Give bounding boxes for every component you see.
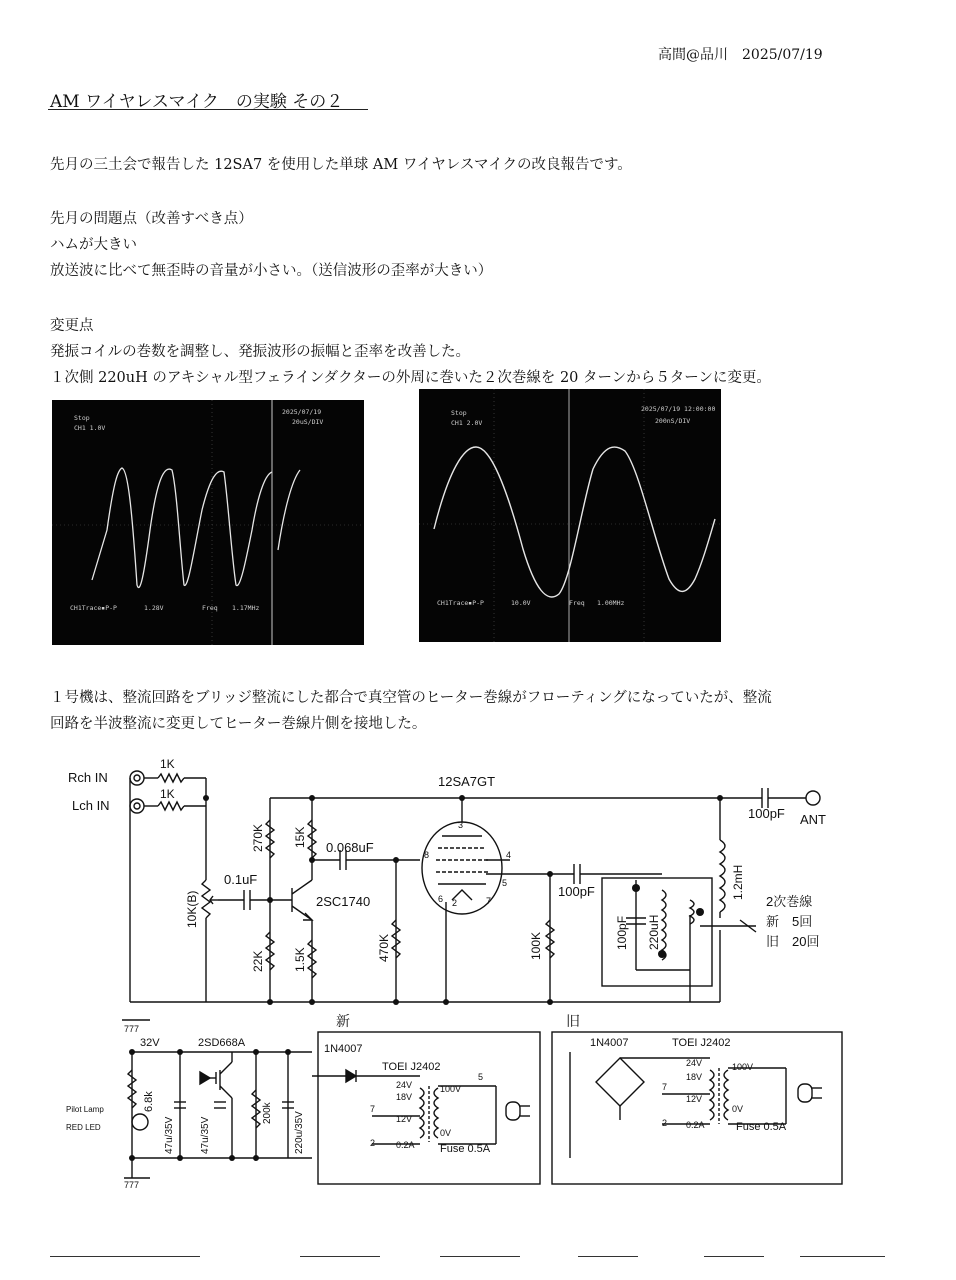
unit1-paragraph-line: １号機は、整流回路をブリッジ整流にした都合で真空管のヒーター巻線がフローティングになっていたが、整流 <box>50 690 772 706</box>
label-coil-title: 2次巻線 <box>766 894 813 909</box>
problems-heading: 先月の問題点（改善すべき点） <box>50 211 253 227</box>
label-r1k: 1K <box>160 757 175 771</box>
intro-paragraph: 先月の三土会で報告した 12SA7 を使用した単球 AM ワイヤレスマイクの改良報告です。 <box>50 157 632 173</box>
scope-status: Stop <box>451 409 467 417</box>
label-diode-old: 1N4007 <box>590 1037 629 1049</box>
label-c220: 220u/35V <box>294 1111 305 1154</box>
label-32v: 32V <box>140 1037 160 1049</box>
author-date: 高間@品川 2025/07/19 <box>658 47 823 63</box>
label-cap-100pf: 100pF <box>558 884 595 899</box>
label-pin: 7 <box>662 1082 668 1092</box>
footer-line <box>704 1256 764 1257</box>
label-fuse-old: Fuse 0.5A <box>736 1121 787 1133</box>
oscilloscope-screenshot-old <box>52 400 364 645</box>
changes-heading: 変更点 <box>50 318 94 334</box>
scope-timebase: 200nS/DIV <box>655 417 691 425</box>
change-item: 発振コイルの巻数を調整し、発振波形の振幅と歪率を改善した。 <box>50 344 471 360</box>
label-pin: 8 <box>424 850 430 860</box>
label-fuse-new: Fuse 0.5A <box>440 1143 491 1155</box>
label-tap: 24V <box>686 1058 703 1068</box>
label-diode-new: 1N4007 <box>324 1043 363 1055</box>
label-r100k: 100K <box>529 931 543 960</box>
label-tap: 0V <box>440 1128 452 1138</box>
label-cap-ant: 100pF <box>748 806 785 821</box>
label-cap-0068: 0.068uF <box>326 840 374 855</box>
label-pin: 2 <box>370 1138 376 1148</box>
footer-line <box>800 1256 885 1257</box>
label-lch-in: Lch IN <box>72 798 110 813</box>
label-tap: 12V <box>686 1094 703 1104</box>
label-tf-old: TOEI J2402 <box>672 1037 731 1049</box>
oscilloscope-screenshot-new <box>419 389 721 642</box>
label-old: 旧 <box>566 1013 580 1029</box>
label-r15k: 15K <box>293 826 307 848</box>
label-ground: 777 <box>124 1024 140 1034</box>
problem-item: 放送波に比べて無歪時の音量が小さい。（送信波形の歪率が大きい） <box>50 263 493 279</box>
label-pin: 5 <box>478 1072 484 1082</box>
scope-channel: CH1 2.0V <box>451 419 483 427</box>
label-pin: 4 <box>506 850 512 860</box>
title-underline <box>48 109 368 110</box>
label-pin: 5 <box>502 878 508 888</box>
label-rch-in: Rch IN <box>68 770 108 785</box>
scope-status: Stop <box>74 414 90 422</box>
circuit-schematic <box>0 740 956 1250</box>
label-2sd668a: 2SD668A <box>198 1037 246 1049</box>
scope-freq-value: 1.17MHz <box>232 604 260 612</box>
label-r68k: 6.8k <box>143 1091 155 1112</box>
label-coil-old: 旧 20回 <box>766 934 820 949</box>
scope-channel: CH1 1.0V <box>74 424 106 432</box>
label-tube: 12SA7GT <box>438 774 496 789</box>
label-r200k: 200k <box>262 1102 273 1124</box>
label-coil-new: 新 5回 <box>766 914 813 929</box>
label-r270k: 270K <box>251 823 265 852</box>
scope-measure-value: 10.0V <box>511 599 531 607</box>
label-tap: 0V <box>732 1104 744 1114</box>
label-cap-100pf-tank: 100pF <box>615 915 629 950</box>
footer-line <box>440 1256 520 1257</box>
label-pin: 2 <box>452 898 458 908</box>
label-pilot-lamp: Pilot Lamp <box>66 1105 104 1114</box>
label-tap: 0.2A <box>396 1140 415 1150</box>
problem-item: ハムが大きい <box>50 237 137 253</box>
label-tap: 0.2A <box>686 1120 705 1130</box>
label-r15k-e: 1.5K <box>293 947 307 972</box>
scope-date: 2025/07/19 12:00:00 <box>641 405 716 413</box>
label-c47: 47u/35V <box>200 1116 211 1154</box>
unit1-paragraph-line: 回路を半波整流に変更してヒーター巻線片側を接地した。 <box>50 716 427 732</box>
label-red-led: RED LED <box>66 1123 101 1132</box>
label-tap: 12V <box>396 1114 413 1124</box>
label-pin: 2 <box>662 1118 668 1128</box>
label-tf-new: TOEI J2402 <box>382 1061 441 1073</box>
label-tap: 100V <box>732 1062 754 1072</box>
label-c47: 47u/35V <box>164 1116 175 1154</box>
scope-freq-label: Freq <box>202 604 218 612</box>
scope-measure-label: CH1Trace▪P-P <box>437 599 484 607</box>
page-title: AM ワイヤレスマイク の実験 その２ <box>50 92 344 112</box>
scope-measure-label: CH1Trace▪P-P <box>70 604 117 612</box>
label-pin: 6 <box>438 894 444 904</box>
label-cap-01: 0.1uF <box>224 872 258 887</box>
label-r1k: 1K <box>160 787 175 801</box>
label-transistor: 2SC1740 <box>316 894 371 909</box>
label-ground: 777 <box>124 1180 140 1190</box>
label-pin: 3 <box>458 820 464 830</box>
scope-timebase: 20uS/DIV <box>292 418 324 426</box>
footer-line <box>578 1256 638 1257</box>
label-ind-220uh: 220uH <box>647 914 661 950</box>
scope-freq-label: Freq <box>569 599 585 607</box>
label-r470k: 470K <box>377 933 391 962</box>
label-tap: 18V <box>686 1072 703 1082</box>
label-pin: 7 <box>370 1104 376 1114</box>
footer-line <box>50 1256 200 1257</box>
label-ind-12mh: 1.2mH <box>731 864 745 900</box>
label-tap: 24V <box>396 1080 413 1090</box>
label-ant: ANT <box>800 812 826 827</box>
label-pot-10k: 10K(B) <box>185 890 199 928</box>
label-pin: 7 <box>486 896 492 906</box>
label-tap: 18V <box>396 1092 413 1102</box>
label-tap: 100V <box>440 1084 462 1094</box>
change-item: １次側 220uH のアキシャル型フェラインダクターの外周に巻いた２次巻線を 20 ターンから５ターンに変更。 <box>50 370 771 386</box>
scope-freq-value: 1.00MHz <box>597 599 625 607</box>
label-new: 新 <box>336 1013 350 1029</box>
label-r22k: 22K <box>251 950 265 972</box>
footer-line <box>300 1256 380 1257</box>
scope-date: 2025/07/19 <box>282 408 322 416</box>
scope-measure-value: 1.28V <box>144 604 164 612</box>
